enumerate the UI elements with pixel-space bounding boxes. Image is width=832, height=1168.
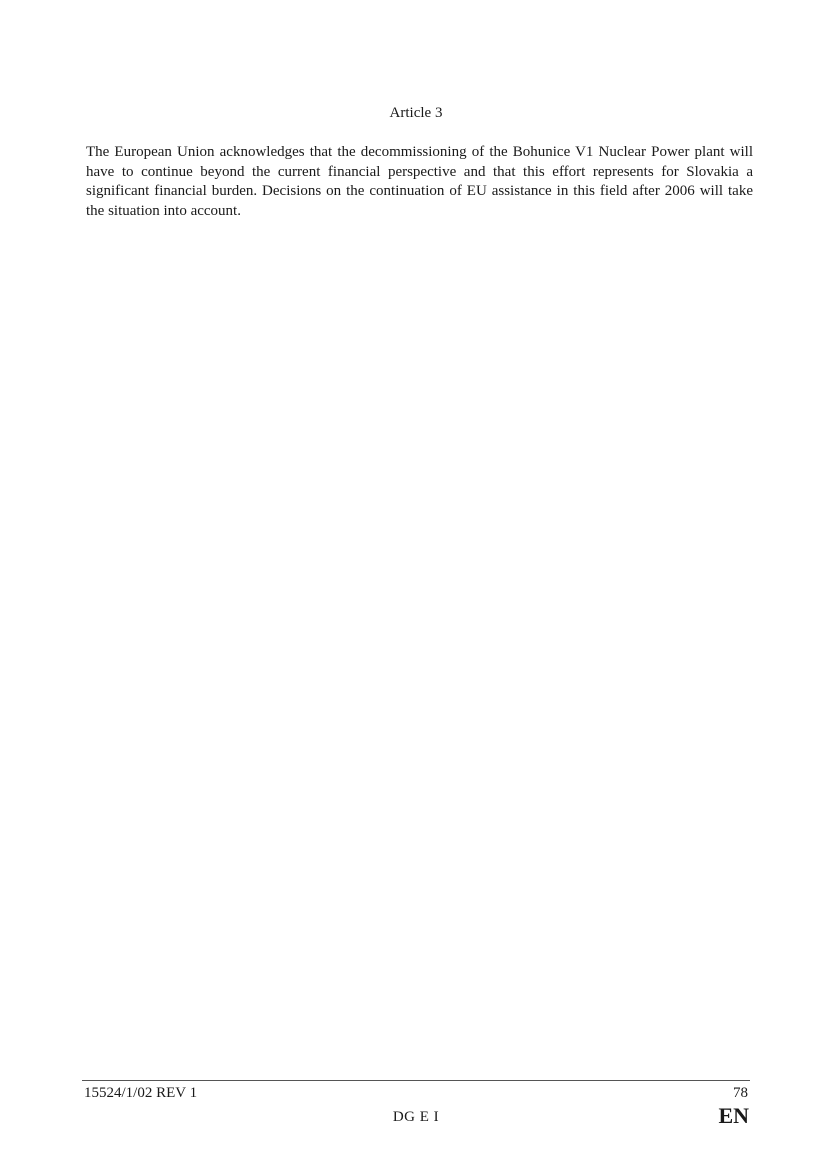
article-heading: Article 3 (389, 105, 443, 121)
department-code: DG E I (392, 1109, 440, 1125)
article-body-paragraph: The European Union acknowledges that the decommissioning of the Bohunice V1 Nuclear Power plant will have to continue beyond the current financial perspective and that this effort represents for Slovakia a significant financial burden. Decisions on the continuation of EU assistance in this field after 2006 will take the situation into account. (86, 144, 753, 219)
document-reference: 15524/1/02 REV 1 (84, 1085, 198, 1101)
page-number: 78 (733, 1085, 748, 1101)
language-code: EN (718, 1103, 749, 1128)
footer-divider (82, 1080, 750, 1081)
